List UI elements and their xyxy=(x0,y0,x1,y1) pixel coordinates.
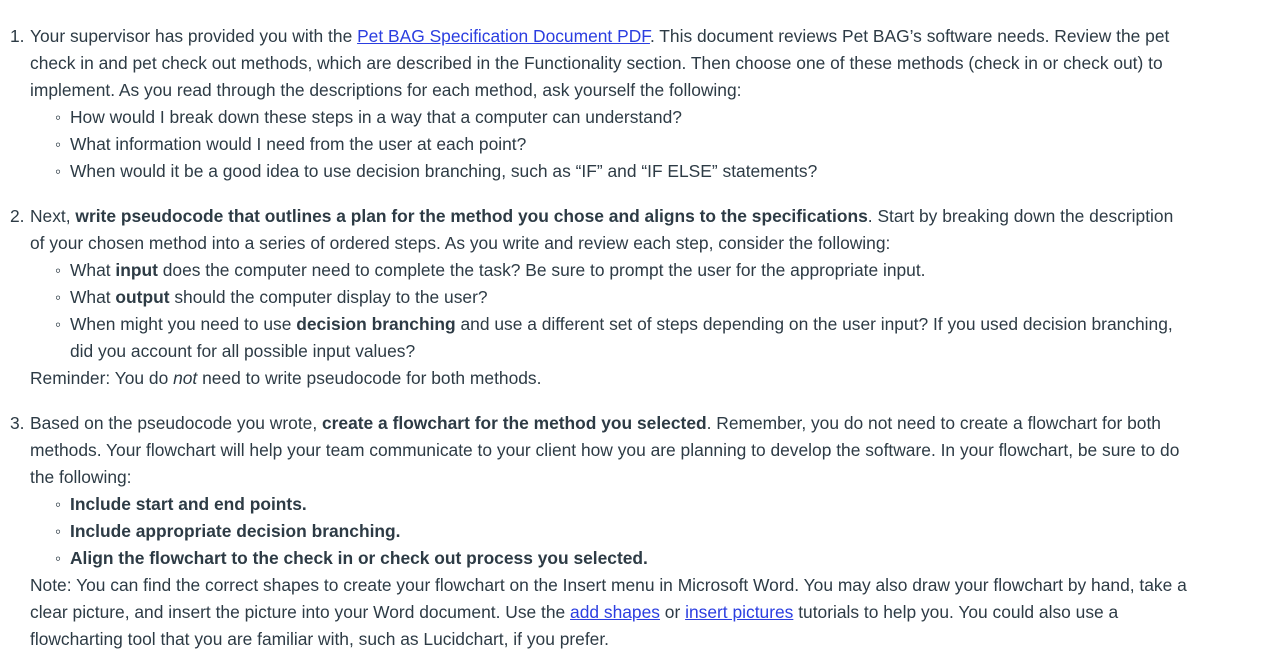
bullet-icon: ◦ xyxy=(55,162,62,181)
list-item: ◦ What input does the computer need to complete the task? Be sure to prompt the user for the appropriate input. xyxy=(70,257,1190,284)
bullet-icon: ◦ xyxy=(55,261,62,280)
list-item: ◦ What information would I need from the user at each point? xyxy=(70,131,1190,158)
bullet-icon: ◦ xyxy=(55,495,62,514)
step-number: 1. xyxy=(10,26,25,46)
list-item: ◦ When might you need to use decision branching and use a different set of steps depending on the user input? If you used decision branching, did you account for all possible input values? xyxy=(70,311,1190,365)
step-1-text: Your supervisor has provided you with the xyxy=(30,26,358,46)
step-2-considerations xyxy=(30,257,1190,365)
reminder-text: Reminder: You do not need to write pseudocode for both methods. xyxy=(30,368,542,388)
list-item: ◦ Include appropriate decision branching. xyxy=(70,518,1190,545)
list-item: ◦ When would it be a good idea to use decision branching, such as “IF” and “IF ELSE” statements? xyxy=(70,158,1190,185)
bullet-icon: ◦ xyxy=(55,522,62,541)
list-item: ◦ How would I break down these steps in a way that a computer can understand? xyxy=(70,104,1190,131)
step-1-text-cont: . This document reviews Pet BAG’s software needs. Review the pet check in and pet check out methods, which are described in the Functionality section. Then choose one of these methods (check in or check out) to implement. As you read through the descriptions for each method, ask yourself the following: xyxy=(30,26,1170,100)
bullet-icon: ◦ xyxy=(55,288,62,307)
instructions-content xyxy=(10,23,1190,671)
bullet-icon: ◦ xyxy=(55,315,62,334)
step-1 xyxy=(10,23,1190,185)
step-2-bold: write pseudocode that outlines a plan for the method you chose and aligns to the specifications xyxy=(75,206,868,226)
note-text: Note: You can find the correct shapes to create your flowchart on the Insert menu in Microsoft Word. You may also draw your flowchart by hand, take a clear picture, and insert the picture into your Word document. Use the add shapes or insert pictures tutorials to help you. You could also use a flowcharting tool that you are familiar with, such as Lucidchart, if you prefer. xyxy=(30,575,1187,649)
step-2: 2. Next, write pseudocode that outlines a plan for the method you chose and aligns to the specifications. Start by breaking down the description of your chosen method into a series of ordered steps. As you write and review each step, consider the following: ◦ What input does the computer need to complete the task? Be sure to prompt the user for the appropriate input. ◦ What output should the computer display to the user? ◦ When might you need to use decision branching and use a different set of steps depending on the user input? If you used decision branching, did you account for all possible input values? Reminder: You do not need to write pseudocode for both methods. xyxy=(10,203,1190,392)
list-item: ◦ Include start and end points. xyxy=(70,491,1190,518)
step-number: 3. xyxy=(10,413,25,433)
bullet-icon: ◦ xyxy=(55,549,62,568)
insert-pictures-link[interactable]: insert pictures xyxy=(685,602,794,622)
bullet-icon: ◦ xyxy=(55,108,62,127)
step-3-bold: create a flowchart for the method you selected xyxy=(321,413,707,433)
list-item: ◦ Align the flowchart to the check in or check out process you selected. xyxy=(70,545,1190,572)
step-1-questions xyxy=(30,104,1190,185)
steps-list xyxy=(10,23,1190,653)
step-3: 3. Based on the pseudocode you wrote, create a flowchart for the method you selected. Remember, you do not need to create a flowchart for both methods. Your flowchart will help your team communicate to your client how you are planning to develop the software. In your flowchart, be sure to do the following: ◦ Include start and end points. ◦ Include appropriate decision branching. ◦ Align the flowchart to the check in or check out process you selected. Note: You can find the correct shapes to create your flowchart on the Insert menu in Microsoft Word. You may also draw your flowchart by hand, take a clear picture, and insert the picture into your Word document. Use the add shapes or insert pictures tutorials to help you. You could also use a flowcharting tool that you are familiar with, such as Lucidchart, if you prefer. xyxy=(10,410,1190,653)
add-shapes-link[interactable]: add shapes xyxy=(570,602,660,622)
step-3-requirements xyxy=(30,491,1190,572)
list-item: ◦ What output should the computer display to the user? xyxy=(70,284,1190,311)
step-number: 2. xyxy=(10,206,25,226)
spec-document-link[interactable]: Pet BAG Specification Document PDF xyxy=(357,26,650,46)
bullet-icon: ◦ xyxy=(55,135,62,154)
